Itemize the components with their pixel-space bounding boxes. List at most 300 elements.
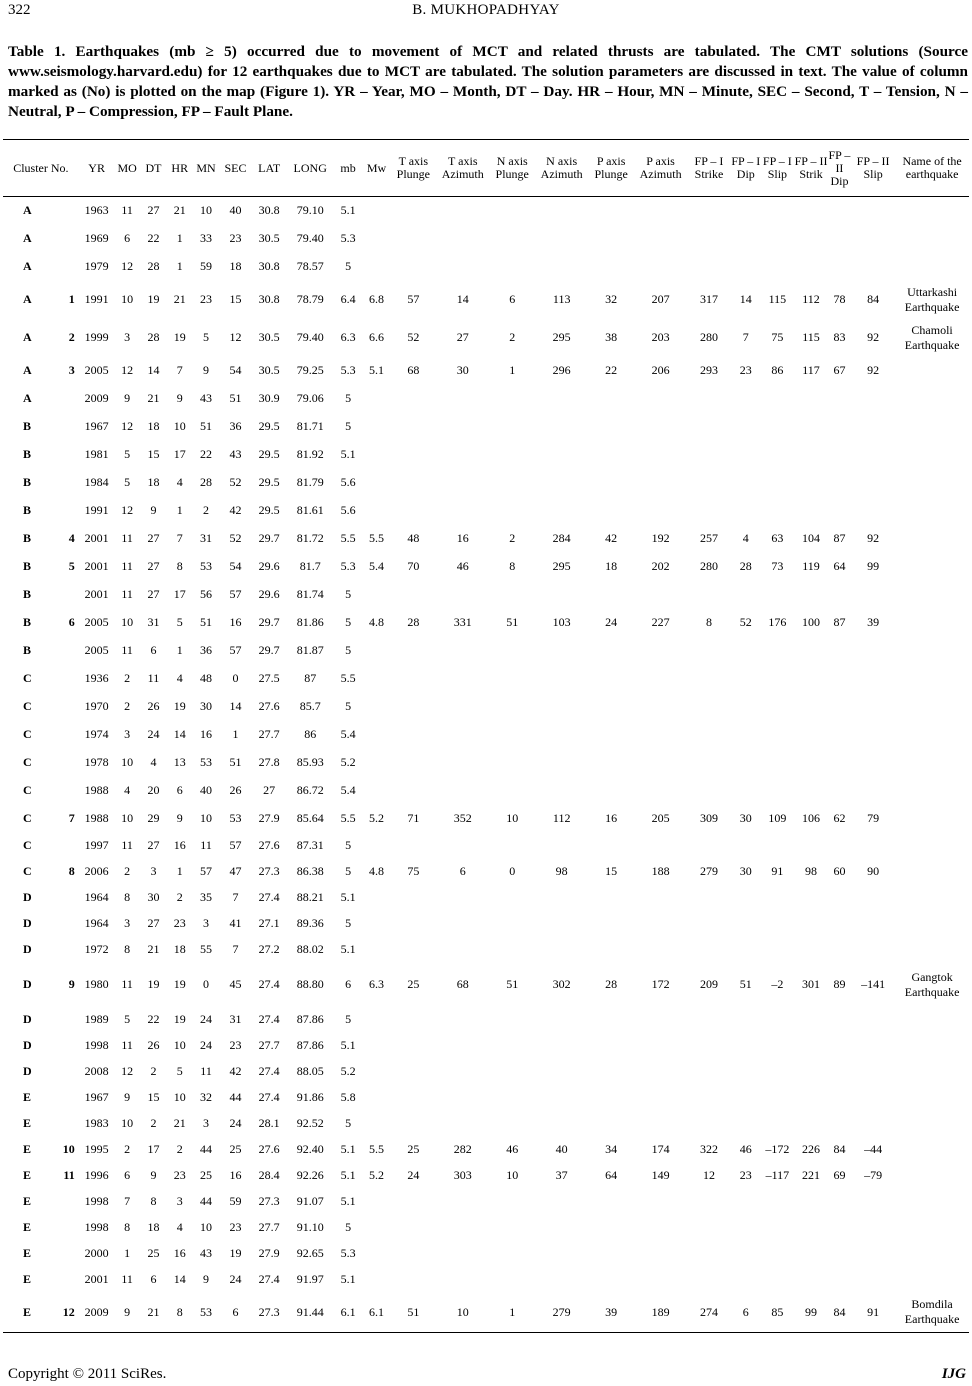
table-cell: 5.2 [340,1064,356,1078]
table-cell: 5.1 [340,447,356,461]
table-cell: 29.7 [258,531,280,545]
table-cell: 10 [200,1220,213,1234]
table-cell: 69 [833,1168,846,1182]
map-number-cell [47,225,79,253]
table-cell: 10 [173,1090,186,1104]
table-cell: 1991 [84,292,109,306]
table-cell: 280 [699,559,718,573]
table-cell: 19 [173,330,186,344]
table-cell: 28.4 [258,1168,280,1182]
table-cell: 18 [147,1220,160,1234]
table-cell: 88.02 [296,942,324,956]
map-number-cell [47,637,79,665]
cluster-cell: B [23,419,32,433]
map-number-cell [47,497,79,525]
table-cell [535,777,588,805]
table-cell [588,441,634,469]
table-cell: 2 [150,1064,157,1078]
table-cell: 28 [739,559,752,573]
table-cell: 27.7 [258,1220,280,1234]
table-cell [794,497,828,525]
table-cell: 52 [739,615,752,629]
table-cell [390,885,436,911]
table-cell [828,469,851,497]
table-cell: 8 [705,615,712,629]
table-cell [761,581,795,609]
table-cell [828,937,851,963]
table-cell [535,385,588,413]
table-cell [851,665,895,693]
table-cell [794,1267,828,1293]
table-cell: 10 [121,811,134,825]
table-cell [436,1111,489,1137]
table-cell [489,1189,535,1215]
table-cell: 57 [229,643,242,657]
table-cell: 1988 [84,783,109,797]
table-row [3,859,969,885]
table-cell [687,253,731,281]
table-cell: 4 [176,475,183,489]
table-cell: 53 [200,1304,213,1319]
table-cell: 1988 [84,811,109,825]
table-cell: 303 [453,1168,472,1182]
column-header: YR [88,160,105,175]
table-cell: 30.5 [258,363,280,377]
table-cell: 91.97 [296,1272,324,1286]
table-cell [390,665,436,693]
cluster-cell: B [23,531,32,545]
cluster-cell: E [23,1304,32,1319]
earthquake-name-cell [895,859,969,885]
table-cell: 284 [552,531,571,545]
table-cell [761,721,795,749]
earthquake-name-cell: Chamoli Earthquake [904,322,960,352]
table-cell: 17 [173,587,186,601]
table-cell: 5.1 [340,1038,356,1052]
table-cell [634,581,687,609]
table-cell: 81.86 [296,615,324,629]
table-cell [687,1267,731,1293]
cluster-cell: C [23,838,32,852]
table-cell [363,1059,390,1085]
table-cell: 5.4 [368,559,384,573]
cluster-cell: A [23,231,32,245]
earthquake-name-cell [895,721,969,749]
table-row [3,357,969,385]
table-cell [794,693,828,721]
table-cell [390,197,436,225]
table-cell [489,777,535,805]
table-cell: 257 [699,531,718,545]
column-header: Cluster No. [13,160,69,175]
table-cell: 1996 [84,1168,109,1182]
cluster-cell: D [23,1012,32,1026]
table-cell: 31 [229,1012,242,1026]
table-cell [731,1059,760,1085]
table-cell: 7 [176,363,183,377]
table-cell: 28.1 [258,1116,280,1130]
table-cell [828,253,851,281]
table-cell [489,1267,535,1293]
column-header: MO [117,160,137,175]
table-cell [588,721,634,749]
table-cell: 19 [147,292,160,306]
table-cell: 22 [147,231,160,245]
table-cell [851,937,895,963]
table-cell: 79.40 [296,330,324,344]
table-cell: 106 [802,811,821,825]
table-cell: 30 [456,363,469,377]
table-cell: 172 [651,977,670,991]
table-cell [687,1215,731,1241]
table-cell: 81.92 [296,447,324,461]
table-cell [731,693,760,721]
table-row [3,1267,969,1293]
table-row [3,469,969,497]
table-cell [794,637,828,665]
table-cell: 39 [605,1304,618,1319]
table-cell [761,441,795,469]
table-cell [436,581,489,609]
table-cell [731,385,760,413]
table-cell: 6 [124,231,131,245]
table-cell [828,1241,851,1267]
table-cell [761,1033,795,1059]
table-cell [687,665,731,693]
table-cell: 98 [805,864,818,878]
table-cell: 23 [229,231,242,245]
table-cell [687,937,731,963]
table-cell [634,833,687,859]
cluster-cell: B [23,503,32,517]
earthquake-name-cell [895,553,969,581]
table-cell: –79 [864,1168,883,1182]
table-cell [390,441,436,469]
table-cell: 88.80 [296,977,324,991]
earthquake-name-cell [895,805,969,833]
table-cell: 48 [200,671,213,685]
table-cell [390,413,436,441]
table-cell: 1964 [84,890,109,904]
table-cell: 51 [200,615,213,629]
table-cell: 11 [200,838,212,852]
earthquake-name-cell: Uttarkashi Earthquake [904,284,960,314]
table-row [3,805,969,833]
table-cell: –141 [861,977,886,991]
table-cell: 87 [833,531,846,545]
table-cell [363,665,390,693]
table-cell: 21 [147,391,160,405]
table-cell: 19 [173,699,186,713]
table-cell [687,1059,731,1085]
table-cell [794,937,828,963]
table-cell [535,1085,588,1111]
table-cell: 51 [229,755,242,769]
table-cell: 11 [121,1038,133,1052]
map-number-cell: 10 [62,1142,75,1156]
table-cell: 91.86 [296,1090,324,1104]
table-cell [390,777,436,805]
table-cell [363,911,390,937]
table-cell: 6.4 [340,292,356,306]
table-cell [851,1189,895,1215]
table-cell: 57 [229,838,242,852]
table-cell: 19 [229,1246,242,1260]
table-cell: 4 [176,1220,183,1234]
table-cell: 27.7 [258,727,280,741]
table-cell: 22 [147,1012,160,1026]
table-cell [436,1241,489,1267]
table-cell: 30.8 [258,259,280,273]
table-cell: 12 [121,503,134,517]
table-cell: 30.5 [258,231,280,245]
table-cell [828,441,851,469]
table-cell: 25 [229,1142,242,1156]
table-cell [588,937,634,963]
table-cell: 16 [173,1246,186,1260]
table-cell: 57 [229,587,242,601]
table-cell [390,721,436,749]
table-cell: 44 [200,1142,213,1156]
table-cell: 5.4 [340,783,356,797]
table-cell: 1999 [84,330,109,344]
map-number-cell: 11 [63,1168,75,1182]
table-cell [731,777,760,805]
table-cell: 23 [200,292,213,306]
table-cell: 11 [121,559,133,573]
table-cell: 1984 [84,475,109,489]
table-cell: 5.5 [340,671,356,685]
cluster-cell: C [23,783,32,797]
table-cell: 103 [552,615,571,629]
table-cell: 86 [771,363,784,377]
table-cell: 1983 [84,1116,109,1130]
map-number-cell [47,721,79,749]
table-cell: 40 [555,1142,568,1156]
table-cell [588,1111,634,1137]
earthquake-name-cell [895,413,969,441]
table-cell: 5.5 [340,811,356,825]
table-cell: 5 [345,419,352,433]
table-cell: 7 [232,890,239,904]
table-cell [731,1189,760,1215]
table-cell [363,225,390,253]
table-cell: 85.93 [296,755,324,769]
table-cell: 117 [802,363,820,377]
table-cell [761,693,795,721]
table-cell [731,497,760,525]
table-cell: 19 [173,977,186,991]
table-cell [731,911,760,937]
table-cell: 1980 [84,977,109,991]
table-cell [634,937,687,963]
table-cell [731,1085,760,1111]
table-row [3,1007,969,1033]
cluster-cell: E [23,1220,32,1234]
table-cell [535,413,588,441]
table-cell [828,197,851,225]
table-cell: 91.10 [296,1220,324,1234]
table-cell [535,1215,588,1241]
earthquake-name-cell [895,885,969,911]
running-head: B. MUKHOPADHYAY [412,2,560,18]
table-cell: 27.6 [258,838,280,852]
table-row [3,693,969,721]
table-cell [390,1111,436,1137]
table-cell [390,1189,436,1215]
map-number-cell: 7 [68,811,75,825]
table-cell [731,937,760,963]
table-cell: 2005 [84,363,109,377]
table-cell: 5.3 [340,559,356,573]
table-cell: 43 [229,447,242,461]
table-cell: 1998 [84,1194,109,1208]
table-cell [851,693,895,721]
table-cell [851,225,895,253]
table-cell: 90 [867,864,880,878]
table-cell: 3 [124,916,131,930]
table-cell [731,1033,760,1059]
table-cell: 11 [121,531,133,545]
table-cell [535,911,588,937]
table-cell [794,385,828,413]
table-cell [731,1267,760,1293]
table-cell: 19 [173,1012,186,1026]
table-cell [535,1007,588,1033]
table-cell: 81.74 [296,587,324,601]
table-cell: 1 [232,727,239,741]
table-cell: 70 [407,559,420,573]
table-cell: –44 [864,1142,883,1156]
table-cell: 46 [506,1142,519,1156]
map-number-cell [47,413,79,441]
table-cell: 52 [407,330,420,344]
table-cell [794,1033,828,1059]
table-cell [588,385,634,413]
table-cell: 40 [200,783,213,797]
table-cell: 51 [506,615,519,629]
table-cell [687,885,731,911]
table-cell [489,637,535,665]
table-cell: 8 [176,1304,183,1319]
table-cell: 5.8 [340,1090,356,1104]
table-cell [731,833,760,859]
table-cell [851,721,895,749]
table-cell [489,721,535,749]
table-cell: 27 [263,783,276,797]
table-cell: 27.4 [258,890,280,904]
table-cell [436,469,489,497]
table-cell: 27 [147,916,160,930]
table-cell [794,253,828,281]
table-cell: 16 [200,727,213,741]
table-cell: 27.4 [258,977,280,991]
table-cell: 27 [456,330,469,344]
table-cell: 30 [200,699,213,713]
table-cell: 6.6 [368,330,384,344]
table-cell [390,749,436,777]
table-cell: 23 [173,916,186,930]
table-cell: 1998 [84,1038,109,1052]
table-cell: 1981 [84,447,109,461]
table-cell: 27 [147,203,160,218]
table-cell [489,1033,535,1059]
table-cell: 27.4 [258,1012,280,1026]
table-cell: 23 [173,1168,186,1182]
table-cell [794,1007,828,1033]
cluster-cell: A [23,391,32,405]
table-cell [588,469,634,497]
table-cell [687,197,731,225]
table-cell: 189 [651,1304,670,1319]
table-cell [363,693,390,721]
table-cell [363,637,390,665]
table-cell: 29.6 [258,559,280,573]
table-cell [634,413,687,441]
map-number-cell: 6 [68,615,75,629]
table-cell [761,1189,795,1215]
table-cell: 112 [552,811,571,825]
table-cell: 2 [124,1142,131,1156]
table-cell: 331 [453,615,472,629]
table-cell [851,413,895,441]
column-header: FP – I Dip [731,154,761,181]
table-cell [761,637,795,665]
table-cell: 51 [229,391,242,405]
table-cell [390,1215,436,1241]
table-cell: 44 [200,1194,213,1208]
table-cell [588,637,634,665]
table-cell [794,1215,828,1241]
column-header: N axis Azimuth [540,154,583,181]
table-cell: 9 [176,391,183,405]
map-number-cell [47,581,79,609]
table-cell: 1936 [84,671,109,685]
table-cell [436,385,489,413]
table-cell: 86.38 [296,864,324,878]
table-cell [535,469,588,497]
table-cell: 5 [176,615,183,629]
table-cell: 3 [124,727,131,741]
table-cell [588,253,634,281]
table-cell: 27 [147,559,160,573]
table-cell [588,665,634,693]
table-cell: 79.40 [296,231,324,245]
table-cell: 10 [173,1038,186,1052]
table-cell: 52 [229,475,242,489]
table-cell [489,197,535,225]
table-cell: –172 [765,1142,790,1156]
table-cell: 32 [605,292,618,306]
map-number-cell [47,1033,79,1059]
table-cell [436,937,489,963]
map-number-cell: 4 [68,531,75,545]
table-cell [390,1059,436,1085]
table-cell: 44 [229,1090,242,1104]
earthquake-name-cell [895,1033,969,1059]
table-cell [687,777,731,805]
table-cell: 14 [229,699,242,713]
table-cell [535,1189,588,1215]
table-cell: 188 [651,864,670,878]
table-cell [363,833,390,859]
map-number-cell [47,937,79,963]
table-cell: 100 [802,615,821,629]
table-cell: 10 [200,203,213,218]
earthquake-name-cell [895,1059,969,1085]
table-cell [851,911,895,937]
table-cell: 2 [124,864,131,878]
